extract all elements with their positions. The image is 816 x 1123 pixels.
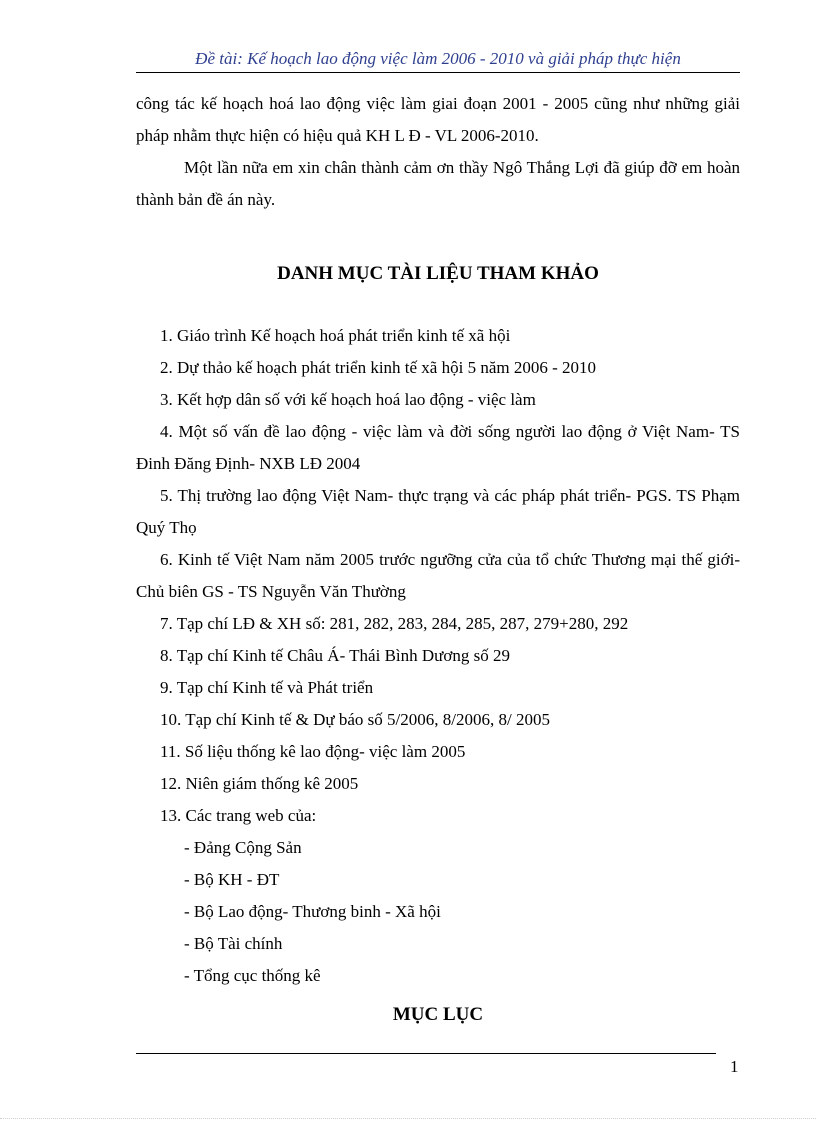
reference-sub-item: - Bộ Tài chính bbox=[184, 934, 283, 953]
reference-item: 12. Niên giám thống kê 2005 bbox=[160, 774, 359, 793]
reference-item: 11. Số liệu thống kê lao động- việc làm 2005 bbox=[160, 742, 466, 761]
reference-sub-item: - Bộ KH - ĐT bbox=[184, 870, 280, 889]
reference-sub-item: - Tổng cục thống kê bbox=[184, 966, 321, 985]
page-number: 1 bbox=[730, 1057, 739, 1076]
reference-item: 1. Giáo trình Kế hoạch hoá phát triển kinh tế xã hội bbox=[160, 326, 511, 345]
reference-item: 4. Một số vấn đề lao động - việc làm và đời sống người lao động ở Việt Nam- TS Đinh Đăng Định- NXB LĐ 2004 bbox=[136, 422, 740, 473]
reference-item: 7. Tạp chí LĐ & XH số: 281, 282, 283, 284, 285, 287, 279+280, 292 bbox=[160, 614, 629, 633]
page-header: Đề tài: Kế hoạch lao động việc làm 2006 - 2010 và giải pháp thực hiện bbox=[136, 48, 740, 73]
references-title: DANH MỤC TÀI LIỆU THAM KHẢO bbox=[277, 263, 599, 284]
page-bottom-border bbox=[0, 1118, 816, 1119]
reference-item: 6. Kinh tế Việt Nam năm 2005 trước ngưỡng cửa của tổ chức Thương mại thế giới- Chủ biên GS - TS Nguyễn Văn Thường bbox=[136, 550, 740, 601]
reference-item: 10. Tạp chí Kinh tế & Dự báo số 5/2006, 8/2006, 8/ 2005 bbox=[160, 710, 550, 729]
reference-item: 2. Dự thảo kế hoạch phát triển kinh tế xã hội 5 năm 2006 - 2010 bbox=[160, 358, 597, 377]
reference-item: 13. Các trang web của: bbox=[160, 806, 317, 825]
reference-item: 5. Thị trường lao động Việt Nam- thực trạng và các pháp phát triển- PGS. TS Phạm Quý Thọ bbox=[136, 486, 740, 537]
reference-item: 9. Tạp chí Kinh tế và Phát triển bbox=[160, 678, 374, 697]
reference-item: 8. Tạp chí Kinh tế Châu Á- Thái Bình Dương số 29 bbox=[160, 646, 510, 665]
footer-rule bbox=[136, 1053, 716, 1054]
references-list bbox=[136, 320, 740, 992]
reference-sub-item: - Bộ Lao động- Thương binh - Xã hội bbox=[184, 902, 441, 921]
toc-title: MỤC LỤC bbox=[392, 1004, 484, 1025]
intro-paragraph-1: công tác kế hoạch hoá lao động việc làm giai đoạn 2001 - 2005 cũng như những giải pháp nhằm thực hiện có hiệu quả KH L Đ - VL 2006-2010. bbox=[136, 94, 740, 145]
intro-paragraph-2: Một lần nữa em xin chân thành cảm ơn thầy Ngô Thắng Lợi đã giúp đỡ em hoàn thành bản đề án này. bbox=[136, 158, 740, 209]
reference-sub-item: - Đảng Cộng Sản bbox=[184, 838, 302, 857]
reference-item: 3. Kết hợp dân số với kế hoạch hoá lao động - việc làm bbox=[160, 390, 536, 409]
